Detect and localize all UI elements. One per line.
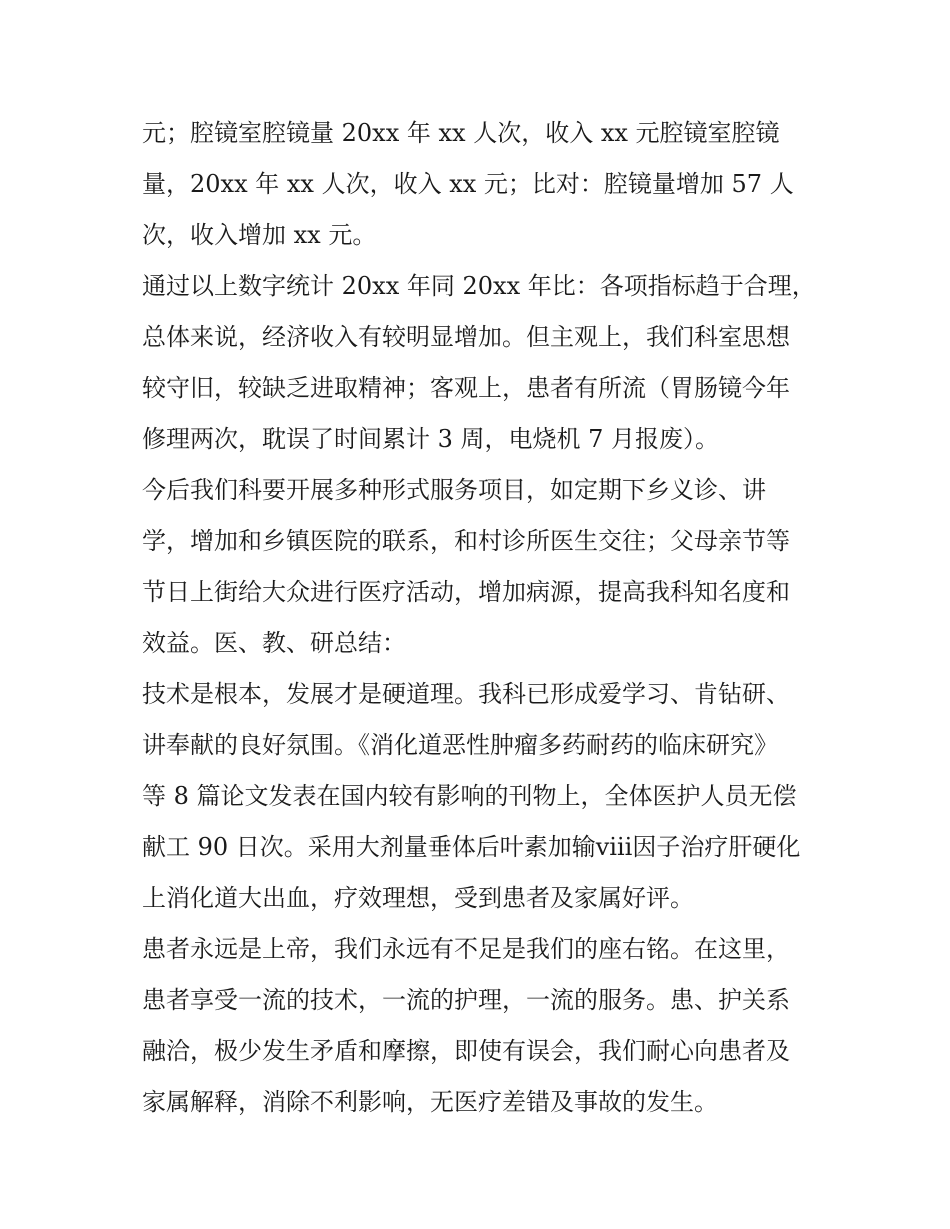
document-body: [142, 108, 822, 1128]
text-line: 次，收入增加 xx 元。: [142, 221, 377, 249]
text-line: 技术是根本，发展才是硬道理。我科已形成爱学习、肯钻研、: [142, 680, 790, 708]
text-line: 较守旧，较缺乏进取精神；客观上，患者有所流（胃肠镜今年: [142, 374, 790, 402]
paragraph-patient-service: [142, 924, 822, 1128]
text-line: 修理两次，耽误了时间累计 3 周，电烧机 7 月报废）。: [142, 425, 720, 453]
text-line: 元；腔镜室腔镜量 20xx 年 xx 人次，收入 xx 元腔镜室腔镜: [142, 119, 780, 147]
text-line: 效益。医、教、研总结：: [142, 629, 406, 657]
text-line: 量，20xx 年 xx 人次，收入 xx 元；比对：腔镜量增加 57 人: [142, 170, 794, 198]
paragraph-future-plans: [142, 465, 822, 669]
paragraph-technology-research: [142, 669, 822, 924]
text-line: 通过以上数字统计 20xx 年同 20xx 年比：各项指标趋于合理，: [142, 272, 816, 300]
paragraph-endoscopy-stats: [142, 108, 822, 261]
text-line: 总体来说，经济收入有较明显增加。但主观上，我们科室思想: [142, 323, 790, 351]
text-line: 讲奉献的良好氛围。《消化道恶性肿瘤多药耐药的临床研究》: [142, 731, 778, 759]
text-line: 今后我们科要开展多种形式服务项目，如定期下乡义诊、讲: [142, 476, 766, 504]
text-line: 家属解释，消除不利影响，无医疗差错及事故的发生。: [142, 1088, 718, 1116]
text-line: 融洽，极少发生矛盾和摩擦，即使有误会，我们耐心向患者及: [142, 1037, 790, 1065]
text-line: 患者永远是上帝，我们永远有不足是我们的座右铭。在这里，: [142, 935, 790, 963]
text-line: 患者享受一流的技术，一流的护理，一流的服务。患、护关系: [142, 986, 790, 1014]
text-line: 上消化道大出血，疗效理想，受到患者及家属好评。: [142, 884, 694, 912]
text-line: 等 8 篇论文发表在国内较有影响的刊物上，全体医护人员无偿: [142, 782, 797, 810]
text-line: 献工 90 日次。采用大剂量垂体后叶素加输ⅷ因子治疗肝硬化: [142, 833, 801, 861]
paragraph-statistics-summary: [142, 261, 822, 465]
text-line: 学，增加和乡镇医院的联系，和村诊所医生交往；父母亲节等: [142, 527, 790, 555]
text-line: 节日上街给大众进行医疗活动，增加病源，提高我科知名度和: [142, 578, 790, 606]
